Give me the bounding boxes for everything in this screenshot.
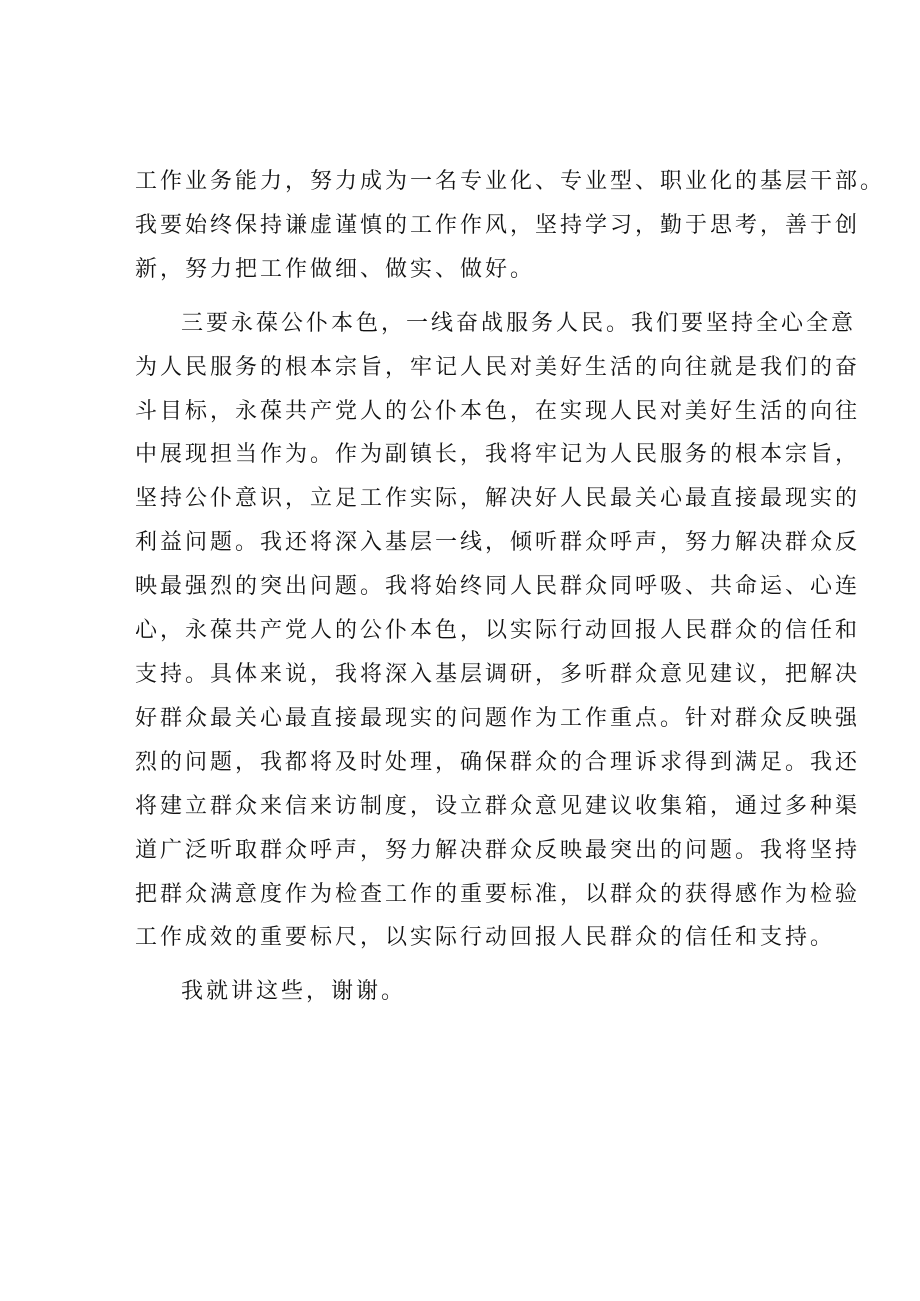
- text-line: 心，永葆共产党人的公仆本色，以实际行动回报人民群众的信任和: [135, 618, 861, 643]
- text-line: 道广泛听取群众呼声，努力解决群众反映最突出的问题。我将坚持: [135, 838, 861, 863]
- text-line: 好群众最关心最直接最现实的问题作为工作重点。针对群众反映强: [135, 706, 861, 731]
- text-line: 坚持公仆意识，立足工作实际，解决好人民最关心最直接最现实的: [135, 486, 861, 511]
- text-line: 工作业务能力，努力成为一名专业化、专业型、职业化的基层干部。: [135, 169, 886, 194]
- text-line: 为人民服务的根本宗旨，牢记人民对美好生活的向往就是我们的奋: [135, 355, 861, 380]
- paragraph-start-line: 三要永葆公仆本色，一线奋战服务人民。我们要坚持全心全意: [181, 311, 857, 336]
- text-line: 中展现担当作为。作为副镇长，我将牢记为人民服务的根本宗旨，: [135, 442, 861, 467]
- text-line: 斗目标，永葆共产党人的公仆本色，在实现人民对美好生活的向往: [135, 399, 861, 424]
- text-line: 烈的问题，我都将及时处理，确保群众的合理诉求得到满足。我还: [135, 750, 861, 775]
- text-line: 利益问题。我还将深入基层一线，倾听群众呼声，努力解决群众反: [135, 530, 861, 555]
- text-line: 把群众满意度作为检查工作的重要标准，以群众的获得感作为检验: [135, 882, 861, 907]
- text-line: 新，努力把工作做细、做实、做好。: [135, 257, 536, 282]
- text-line: 支持。具体来说，我将深入基层调研，多听群众意见建议，把解决: [135, 662, 861, 687]
- text-line: 工作成效的重要标尺，以实际行动回报人民群众的信任和支持。: [135, 925, 836, 950]
- closing-line: 我就讲这些，谢谢。: [181, 979, 407, 1004]
- text-line: 映最强烈的突出问题。我将始终同人民群众同呼吸、共命运、心连: [135, 574, 861, 599]
- text-line: 将建立群众来信来访制度，设立群众意见建议收集箱，通过多种渠: [135, 794, 861, 819]
- text-line: 我要始终保持谦虚谨慎的工作作风，坚持学习，勤于思考，善于创: [135, 213, 861, 238]
